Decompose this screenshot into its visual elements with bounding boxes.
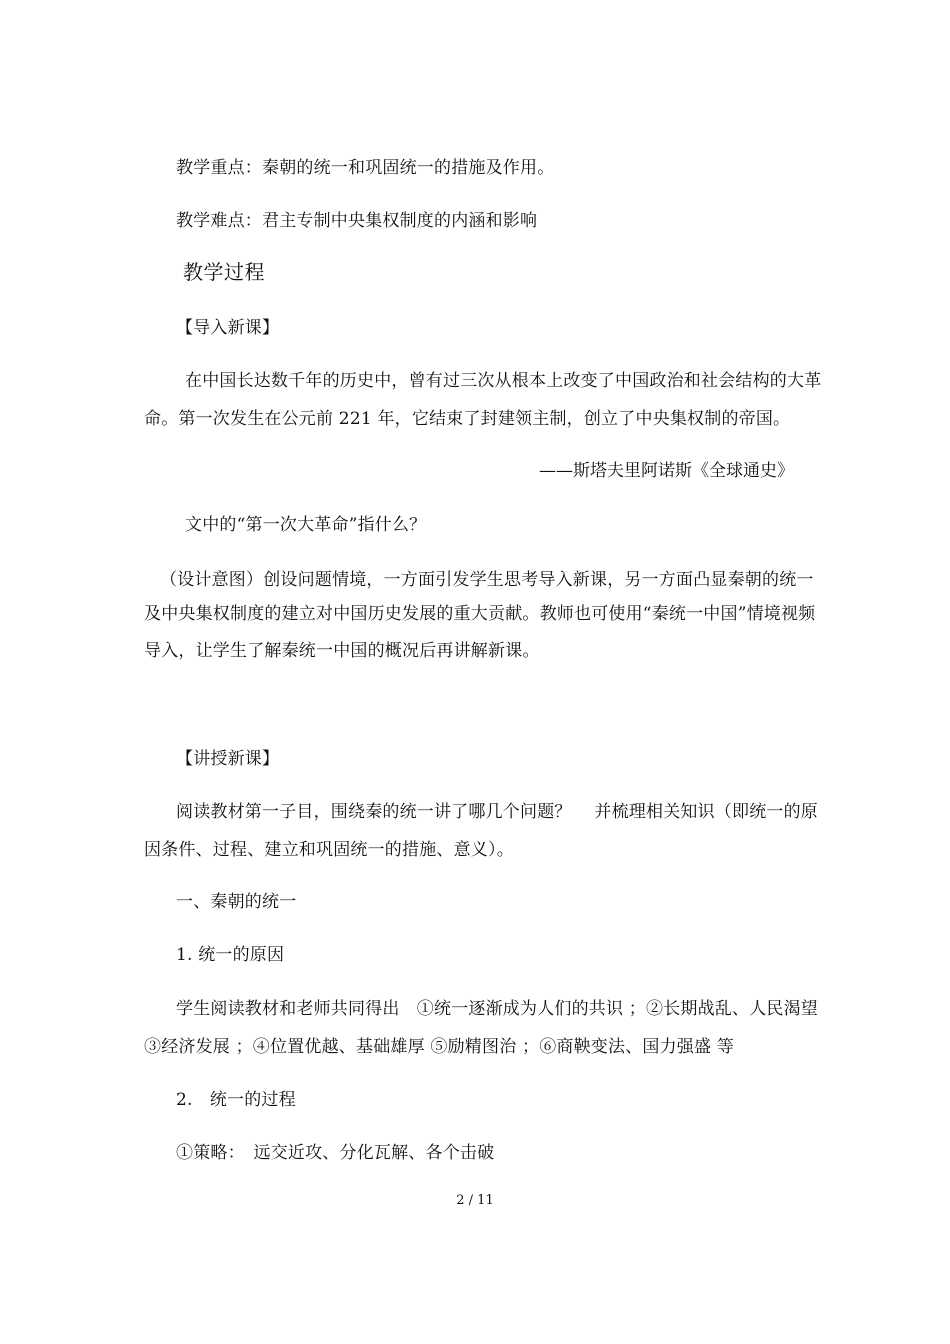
quote-line-1: 在中国长达数千年的历史中，曾有过三次从根本上改变了中国政治和社会结构的大革 — [185, 371, 822, 391]
part1-title: 一、秦朝的统一 — [176, 892, 297, 912]
teaching-difficult-points: 教学难点：君主专制中央集权制度的内涵和影响 — [176, 211, 538, 231]
teaching-process-heading: 教学过程 — [183, 260, 265, 284]
reasons-line-1: 学生阅读教材和老师共同得出 ①统一逐渐成为人们的共识 ；②长期战乱、人民渴望 — [176, 999, 819, 1019]
design-intent-line-1: （设计意图）创设问题情境，一方面引发学生思考导入新课，另一方面凸显秦朝的统一 — [160, 570, 814, 590]
teaching-key-points: 教学重点：秦朝的统一和巩固统一的措施及作用。 — [176, 158, 555, 178]
design-intent-line-3: 导入，让学生了解秦统一中国的概况后再讲解新课。 — [144, 641, 540, 661]
reading-task-line-2: 因条件、过程、建立和巩固统一的措施、意义）。 — [144, 840, 514, 860]
strategy-line: ①策略： 远交近攻、分化瓦解、各个击破 — [176, 1143, 495, 1163]
reading-task-line-1: 阅读教材第一子目，围绕秦的统一讲了哪几个问题？ 并梳理相关知识（即统一的原 — [176, 802, 819, 822]
page-number: 2 / 11 — [456, 1193, 494, 1208]
item1-title: 1. 统一的原因 — [176, 945, 285, 965]
quote-line-2: 命。第一次发生在公元前 221 年，它结束了封建领主制，创立了中央集权制的帝国。 — [144, 409, 791, 429]
design-intent-line-2: 及中央集权制度的建立对中国历史发展的重大贡献。教师也可使用“秦统一中国”情境视频 — [144, 604, 816, 624]
quote-source: ——斯塔夫里阿诺斯《全球通史》 — [539, 461, 794, 481]
reasons-line-2: ③经济发展 ；④位置优越、基础雄厚 ⑤励精图治 ；⑥商鞅变法、国力强盛 等 — [144, 1037, 735, 1057]
intro-section-title: 【导入新课】 — [176, 318, 280, 338]
intro-question: 文中的“第一次大革命”指什么？ — [185, 515, 427, 535]
item2-title: 2. 统一的过程 — [176, 1090, 296, 1110]
lecture-section-title: 【讲授新课】 — [176, 749, 280, 769]
